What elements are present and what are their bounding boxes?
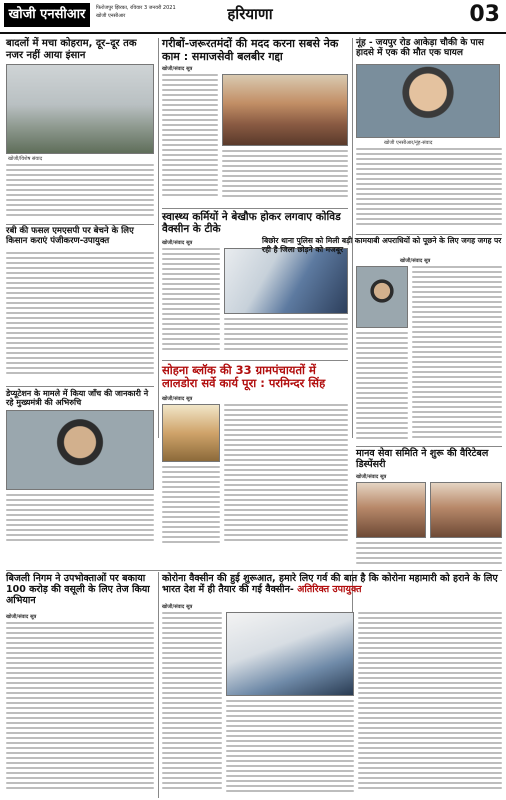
article-body <box>356 332 408 442</box>
photo-caption: खोजी/विशेष संवाद <box>8 156 43 162</box>
photo-accident <box>356 64 500 138</box>
section-divider <box>356 446 502 447</box>
newspaper-logo: खोजी एनसीआर <box>4 3 90 27</box>
headline-corona-red: अतिरिक्त उपायुक्त <box>297 583 362 595</box>
article-body <box>356 542 502 566</box>
section-divider <box>356 234 502 235</box>
section-divider <box>6 386 154 387</box>
headline-bijli: बिजली निगम ने उपभोक्ताओं पर बकाया 100 करोड़ की वसूली के लिए तेज किया अभियान <box>6 573 150 606</box>
photo-arrest <box>6 410 154 490</box>
byline: खोजी/संवाद सूत्र <box>162 604 193 610</box>
byline: खोजी/संवाद सूत्र <box>356 474 387 480</box>
headline-sohna: सोहना ब्लॉक की 33 ग्रामपंचायतों में लालडोरा सर्वे कार्य पूरा : परमिन्दर सिंह <box>162 363 326 391</box>
photo-official <box>162 404 220 462</box>
headline-bichhad: बिछोर थाना पुलिस को मिली बड़ी कामयाबी अपराधियों को पूछने के लिए जगह जगह पर रही है जिला छोड़ने को मजबूर <box>262 236 502 254</box>
article-body <box>162 466 220 546</box>
photo-vaccine-injection <box>226 612 354 696</box>
article-body <box>224 404 348 546</box>
article-body <box>356 148 502 230</box>
article-body <box>6 164 154 222</box>
photo-vaccination <box>224 248 348 314</box>
photo-foggy-field <box>6 64 154 154</box>
article-body <box>222 150 348 204</box>
headline-vaccine: स्वास्थ्य कर्मियों ने बेखौफ होकर लगवाए कोविड वैक्सीन के टीके <box>162 211 341 236</box>
headline-corona-main: कोरोना वैक्सीन की हुई शुरूआत, हमारे लिए गर्व की बात है कि कोरोना महामारी को हराने के लिए भारत देश में ही तैयार की गई वैक्सीन- <box>162 573 498 595</box>
section-divider <box>162 360 348 361</box>
article-body <box>358 612 502 796</box>
article-body <box>162 612 222 796</box>
headline-garib: गरीबों-जरूरतमंदों की मदद करना सबसे नेक काम : समाजसेवी बलबीर गद्दा <box>162 37 339 63</box>
section-divider <box>6 570 502 571</box>
article-body <box>412 266 502 442</box>
photo-caption: खोजी एनसीआर/नूंह-संवाद <box>384 140 433 146</box>
article-body <box>226 700 354 796</box>
article-body <box>6 252 154 382</box>
section-divider <box>162 208 348 209</box>
photo-crowd-donation <box>222 74 348 146</box>
photo-dispensary <box>356 482 426 538</box>
headline-dcp: डेप्यूटेशन के मामले में किया जाँच की जानकारी ने रहे मुख्यमंत्री की अभिरुचि <box>6 389 149 408</box>
dateline-text-2: खोजी एनसीआर <box>96 13 126 19</box>
headline-manav: मानव सेवा समिति ने शुरू की वैरिटेबल डिस्पेंसरी <box>356 448 489 470</box>
article-body <box>162 74 218 204</box>
masthead <box>0 0 506 34</box>
byline: खोजी/संवाद सूत्र <box>6 614 37 620</box>
headline-corona <box>162 574 502 596</box>
headline-nooh: नूंह - जयपुर रोड आकेड़ा चौकी के पास हादसे में एक की मौत एक घायल <box>356 38 484 59</box>
byline: खोजी/संवाद सूत्र <box>162 396 193 402</box>
article-body <box>162 248 220 356</box>
article-body <box>224 318 348 356</box>
headline-fog: बादलों में मचा कोहराम, दूर–दूर तक नजर नहीं आया इंसान <box>6 38 137 61</box>
byline: खोजी/संवाद सूत्र <box>162 66 193 72</box>
byline: खोजी/संवाद सूत्र <box>162 240 193 246</box>
column-divider <box>158 572 159 798</box>
byline: खोजी/संवाद सूत्र <box>400 258 431 264</box>
dateline-text: फिरोजपुर झिरका, रविवार 3 जनवरी 2021 <box>96 5 176 11</box>
article-body <box>6 494 154 544</box>
column-divider <box>158 38 159 438</box>
article-body <box>6 622 154 796</box>
page-number: 03 <box>469 2 500 27</box>
section-divider <box>6 224 154 225</box>
headline-kisan: रबी की फसल एमएसपी पर बेचने के लिए किसान कराएं पंजीकरण-उपायुक्त <box>6 226 134 246</box>
photo-accused <box>356 266 408 328</box>
section-title: हरियाणा <box>227 5 273 23</box>
photo-dispensary-2 <box>430 482 502 538</box>
